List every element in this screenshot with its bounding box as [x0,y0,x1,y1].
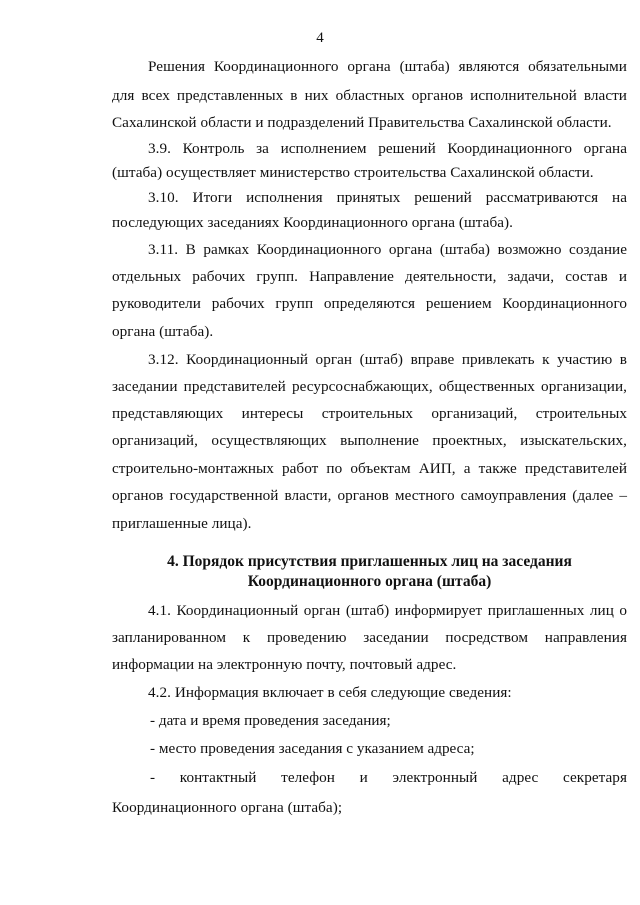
paragraph-3-11-line: отдельных рабочих групп. Направление деятельности, задачи, состав и [112,268,627,285]
paragraph-3-11-line: руководители рабочих групп определяются решением Координационного [112,295,627,312]
list-item: - дата и время проведения заседания; [150,712,391,729]
paragraph-line: Решения Координационного органа (штаба) являются обязательными [148,58,627,75]
paragraph-3-12-line: организаций, осуществляющих выполнение проектных, изыскательских, [112,432,627,449]
paragraph-4-1-line: запланированном к проведению заседании посредством направления [112,629,627,646]
paragraph-4-1-line: информации на электронную почту, почтовый адрес. [112,656,457,673]
paragraph-3-12-line: 3.12. Координационный орган (штаб) вправе привлекать к участию в [148,351,627,368]
section-heading: 4. Порядок присутствия приглашенных лиц на заседания [167,553,572,570]
paragraph-3-12-line: представляющих интересы строительных организаций, строительных [112,405,627,422]
paragraph-3-12-line: приглашенные лица). [112,515,252,532]
paragraph-3-9-line: 3.9. Контроль за исполнением решений Координационного органа [148,140,627,157]
section-heading: Координационного органа (штаба) [247,573,492,590]
paragraph-3-11-line: 3.11. В рамках Координационного органа (штаба) возможно создание [148,241,627,258]
paragraph-3-11-line: органа (штаба). [112,323,214,340]
paragraph-4-1-line: 4.1. Координационный орган (штаб) информирует приглашенных лиц о [148,602,627,619]
paragraph-line: Сахалинской области и подразделений Правительства Сахалинской области. [112,114,612,131]
list-item-continuation: Координационного органа (штаба); [112,799,343,816]
paragraph-3-12-line: заседании представителей ресурсоснабжающих, общественных организации, [112,378,627,395]
paragraph-3-10-line: 3.10. Итоги исполнения принятых решений рассматриваются на [148,189,627,206]
list-item: - контактный телефон и электронный адрес секретаря [150,769,627,786]
paragraph-line: для всех представленных в них областных органов исполнительной власти [112,87,627,104]
paragraph-3-12-line: строительно-монтажных работ по объектам АИП, а также представителей [112,460,627,477]
paragraph-3-12-line: органов государственной власти, органов местного самоуправления (далее – [112,487,627,504]
list-item: - место проведения заседания с указанием адреса; [150,740,475,757]
paragraph-4-2-line: 4.2. Информация включает в себя следующие сведения: [148,684,512,701]
page-number: 4 [316,30,324,46]
paragraph-3-9-line: (штаба) осуществляет министерство строительства Сахалинской области. [112,164,594,181]
paragraph-3-10-line: последующих заседаниях Координационного органа (штаба). [112,214,513,231]
